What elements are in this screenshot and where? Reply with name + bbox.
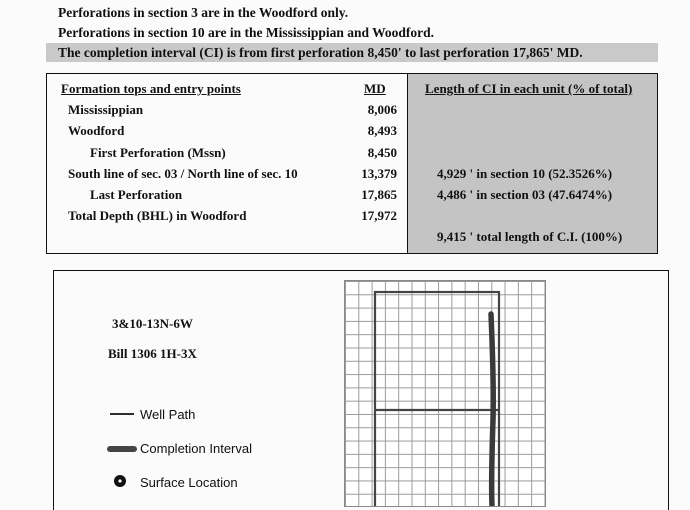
ci-length-panel xyxy=(407,74,657,253)
row-md: 8,493 xyxy=(367,123,397,138)
header-ci-length: Length of CI in each unit (% of total) xyxy=(425,81,633,96)
legend-well-path: Well Path xyxy=(140,407,196,422)
well-path-legend-icon xyxy=(108,405,138,425)
row-name: Mississippian xyxy=(68,102,144,117)
legend-surface-location: Surface Location xyxy=(140,475,238,490)
note-section-10: Perforations in section 10 are in the Mississippian and Woodford. xyxy=(58,25,435,40)
row-md: 17,865 xyxy=(361,187,397,202)
row-ci: 4,929 ' in section 10 (52.3526%) xyxy=(437,166,613,181)
row-md: 17,972 xyxy=(361,208,397,223)
surface-location-legend-icon xyxy=(112,472,130,490)
map-location: 3&10-13N-6W xyxy=(112,316,193,331)
row-md: 8,450 xyxy=(367,145,397,160)
row-name: First Perforation (Mssn) xyxy=(90,145,226,160)
row-md: 13,379 xyxy=(361,166,397,181)
header-md: MD xyxy=(364,81,386,96)
row-name: Total Depth (BHL) in Woodford xyxy=(68,208,247,223)
well-name: Bill 1306 1H-3X xyxy=(108,346,197,361)
note-completion-interval: The completion interval (CI) is from first perforation 8,450' to last perforation 17,865' MD. xyxy=(46,43,658,62)
completion-interval-legend-icon xyxy=(106,440,138,460)
row-name: Last Perforation xyxy=(90,187,183,202)
well-path-line xyxy=(344,280,546,506)
legend-completion-interval: Completion Interval xyxy=(140,441,252,456)
row-name: South line of sec. 03 / North line of sec. 10 xyxy=(68,166,298,181)
row-md: 8,006 xyxy=(367,102,397,117)
total-ci-length: 9,415 ' total length of C.I. (100%) xyxy=(437,229,623,244)
completion-interval-line xyxy=(491,314,493,506)
row-name: Woodford xyxy=(68,123,125,138)
header-formation: Formation tops and entry points xyxy=(61,81,241,96)
formation-table xyxy=(46,73,658,254)
note-section-3: Perforations in section 3 are in the Woodford only. xyxy=(58,5,349,20)
row-ci: 4,486 ' in section 03 (47.6474%) xyxy=(437,187,613,202)
